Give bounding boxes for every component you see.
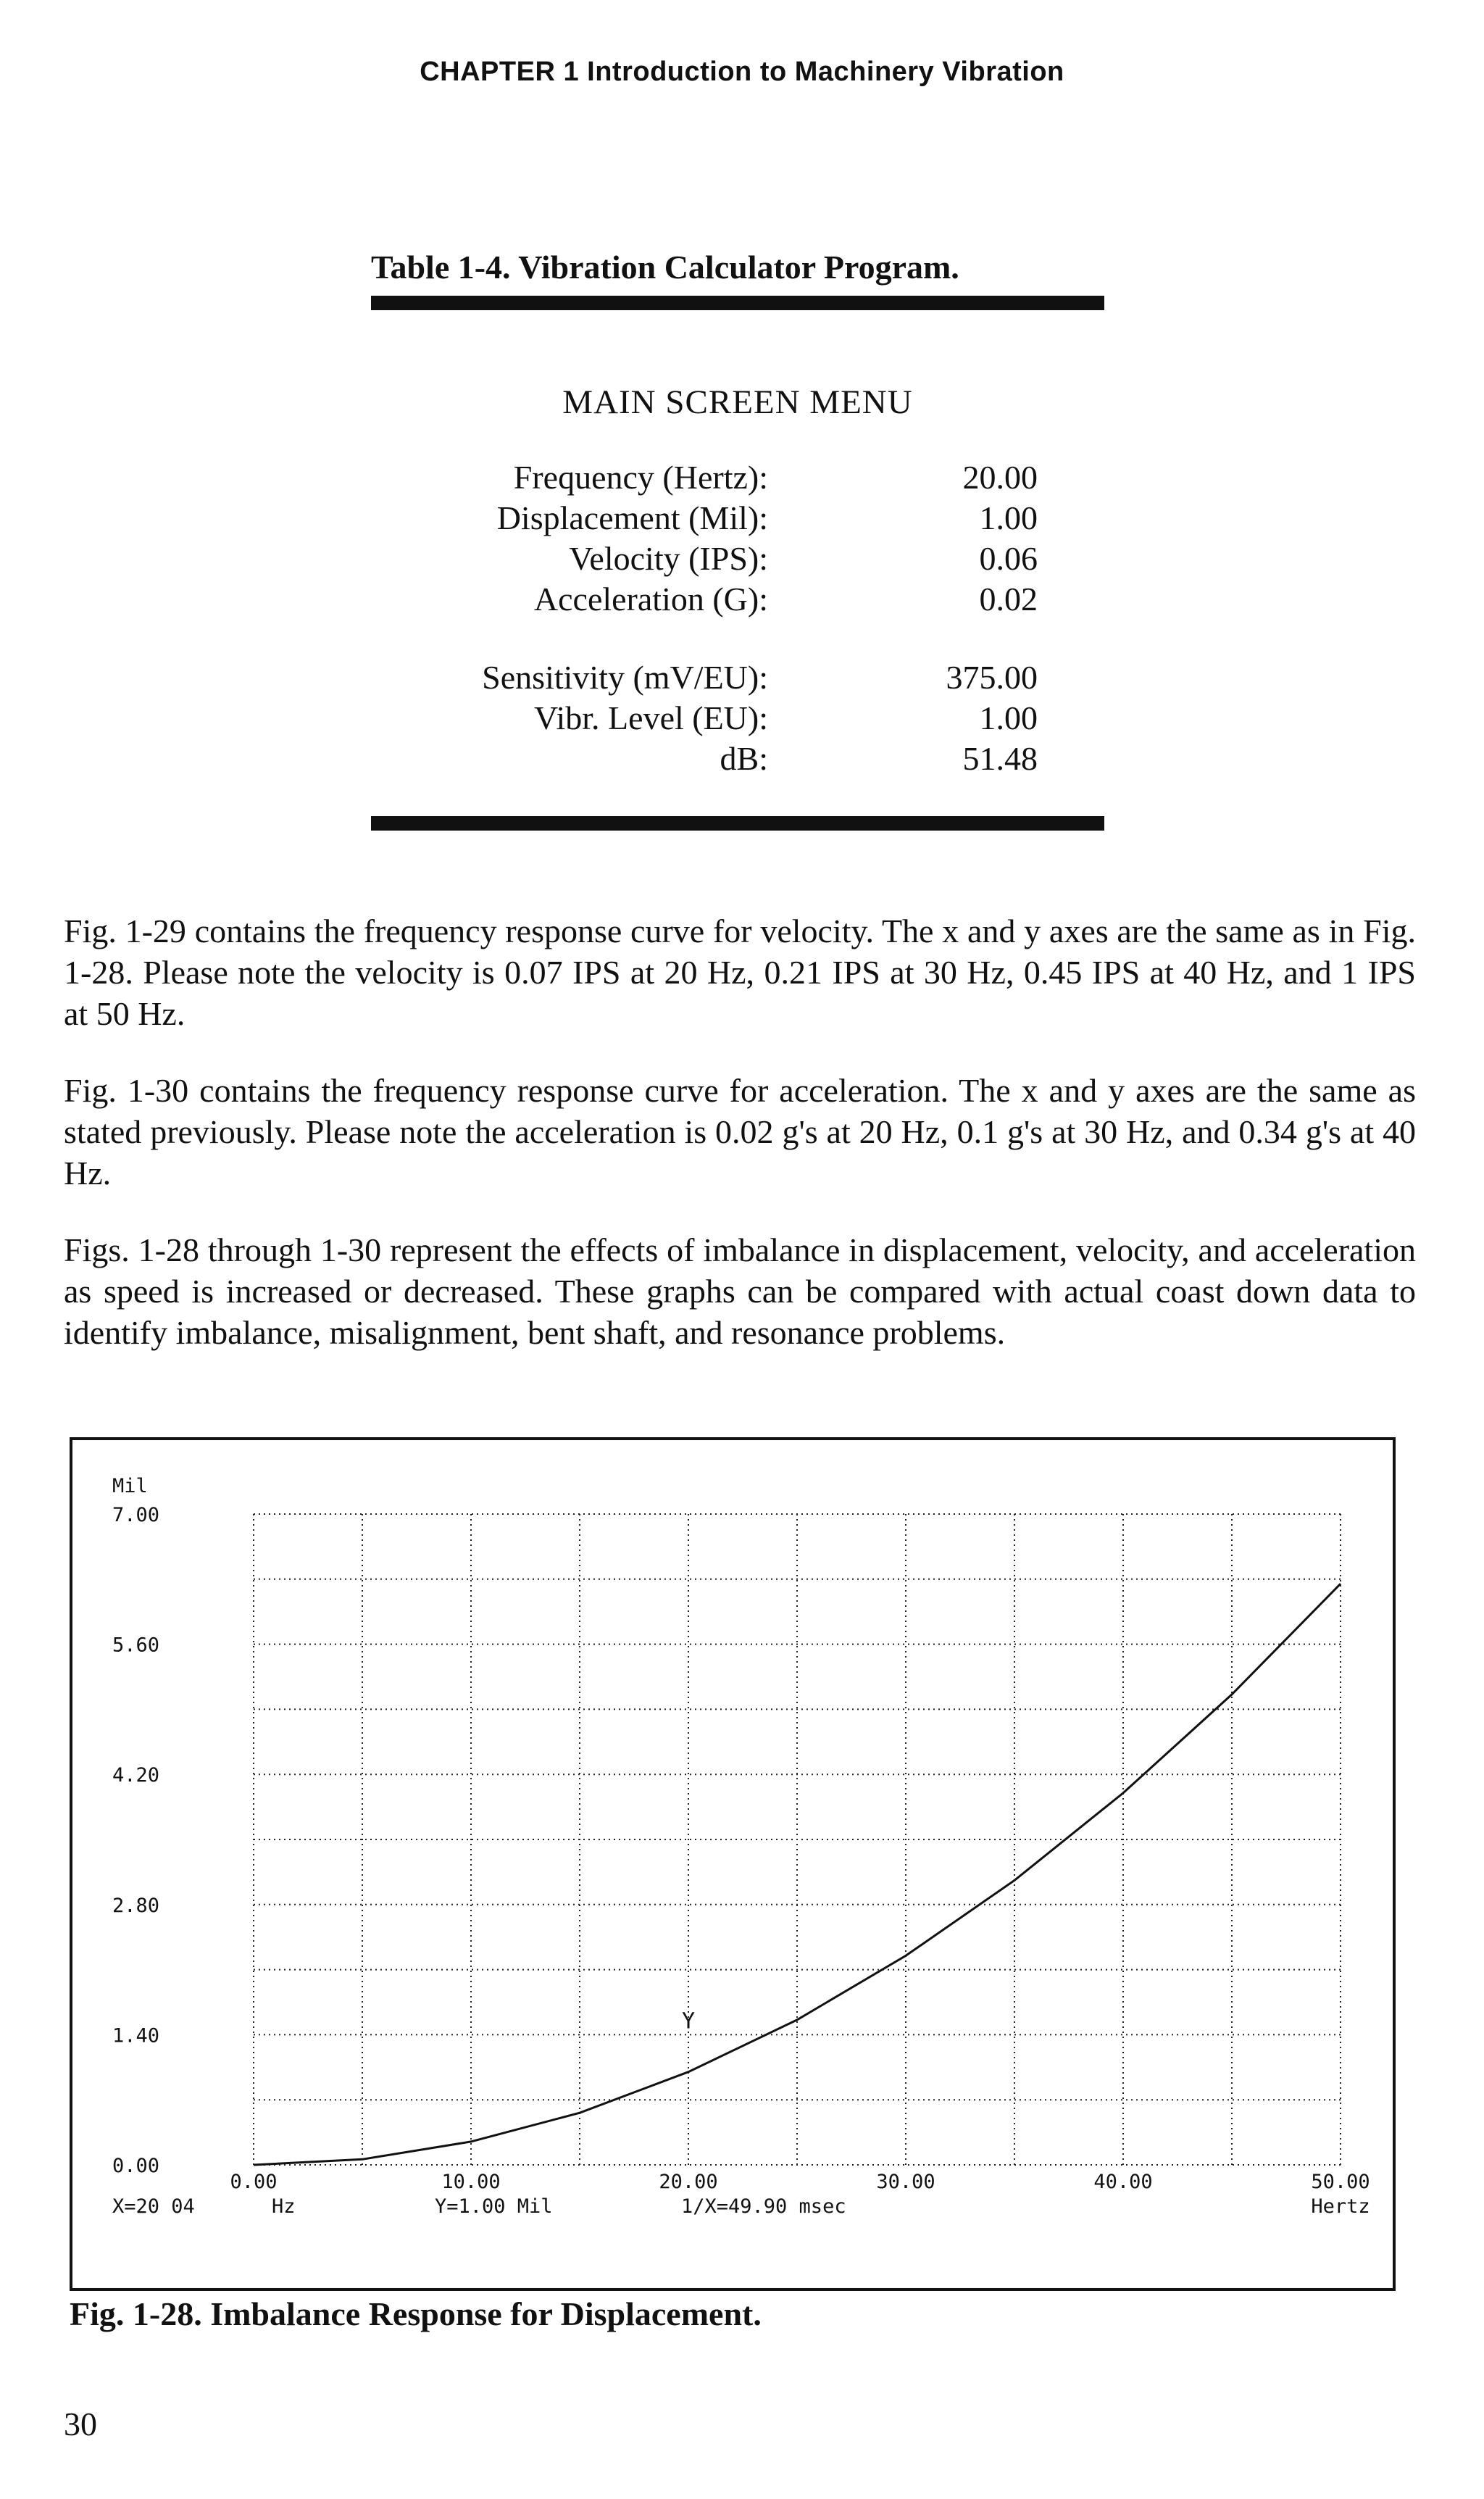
figure-frame [70,1437,1396,2291]
calc-row-sensitivity [371,658,1104,699]
y-readout: Y=1.00 Mil [435,2195,553,2218]
calc-value: 1.00 [979,699,1038,736]
paragraph-summary: Figs. 1-28 through 1-30 represent the effects of imbalance in displacement, velocity, and acceleration as speed is increased or decreased. These graphs can be compared with actual coast down data to identify imbalance, misalignment, bent shaft, and resonance problems. [64,1231,1416,1351]
y-tick-label: 5.60 [112,1634,160,1657]
y-tick-label: 1.40 [112,2024,160,2047]
x-tick-label: 10.00 [441,2171,501,2193]
running-head: CHAPTER 1 Introduction to Machinery Vibration [420,57,1064,87]
inverse-x-readout: 1/X=49.90 msec [681,2195,846,2218]
calc-row-db [371,739,1104,780]
y-axis-title: Mil [112,1475,148,1497]
figure-caption: Fig. 1-28. Imbalance Response for Displacement. [70,2295,762,2332]
x-tick-label: 0.00 [230,2171,278,2193]
calc-row-acceleration [371,580,1104,620]
cursor-marker: Y [681,2008,696,2034]
calc-label: Vibr. Level (EU): [534,699,768,736]
calc-value: 20.00 [962,459,1038,496]
x-axis-title: Hertz [1311,2195,1370,2218]
calc-row-displacement [371,499,1104,539]
x-tick-label: 40.00 [1093,2171,1153,2193]
x-tick-label: 50.00 [1311,2171,1370,2193]
page-number: 30 [64,2406,97,2442]
calc-value: 375.00 [946,659,1038,696]
calc-label: Frequency (Hertz): [513,459,768,496]
y-tick-label: 4.20 [112,1764,160,1787]
calc-label: dB: [720,740,768,777]
calc-label: Velocity (IPS): [569,540,768,577]
displacement-chart [72,1440,1393,2288]
y-tick-label: 0.00 [112,2155,160,2177]
calc-row-vibr-level [371,699,1104,739]
calc-value: 1.00 [979,499,1038,536]
table-bottom-rule [371,816,1104,831]
calc-value: 0.02 [979,581,1038,618]
calculator-table [371,458,1104,780]
calc-row-frequency [371,458,1104,499]
calc-value: 51.48 [962,740,1038,777]
calc-label: Acceleration (G): [533,581,768,618]
calc-label: Sensitivity (mV/EU): [482,659,768,696]
calc-row-velocity [371,539,1104,580]
x-tick-label: 20.00 [659,2171,718,2193]
calc-value: 0.06 [979,540,1038,577]
y-tick-label: 2.80 [112,1894,160,1917]
calc-label: Displacement (Mil): [496,499,768,536]
table-top-rule [371,296,1104,310]
x-readout: X=20 04 [112,2195,195,2218]
table-caption: Table 1-4. Vibration Calculator Program. [371,249,959,286]
y-tick-label: 7.00 [112,1504,160,1526]
x-tick-label: 30.00 [876,2171,935,2193]
paragraph-velocity: Fig. 1-29 contains the frequency response curve for velocity. The x and y axes are the same as in Fig. 1-28. Please note the velocity is 0.07 IPS at 20 Hz, 0.21 IPS at 30 Hz, 0.45 IPS at 40 Hz, and 1 IPS at 50 Hz. [64,912,1416,1032]
x-readout-unit: Hz [272,2195,296,2218]
menu-title: MAIN SCREEN MENU [562,383,913,421]
paragraph-acceleration: Fig. 1-30 contains the frequency response curve for acceleration. The x and y axes are the same as stated previously. Please note the acceleration is 0.02 g's at 20 Hz, 0.1 g's at 30 Hz, and 0.34 g's at 40 Hz. [64,1072,1416,1192]
